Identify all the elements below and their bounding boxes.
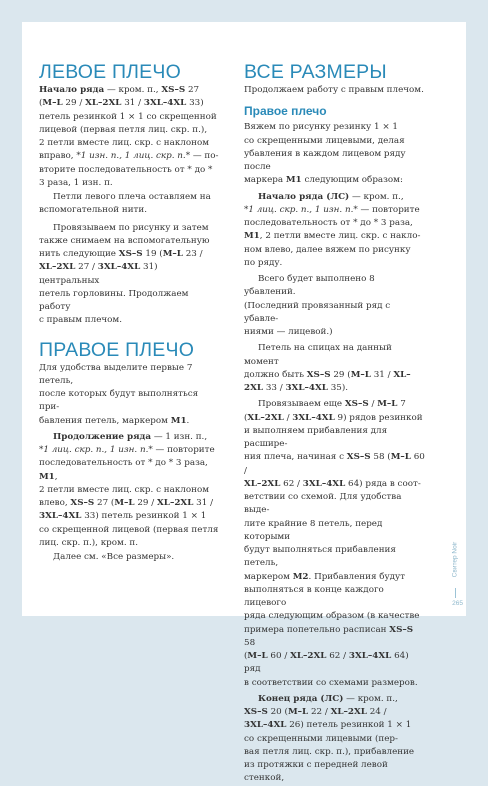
paragraph-row-end-rs [244,693,425,786]
text-line: M1, 2 петли вместе лиц. скр. с накло- [244,231,421,242]
paragraph-right-marker [39,362,220,428]
text-line: и выполняем прибавления для расшире- [244,425,388,449]
text-line: должно быть XS–S 29 (M–L 31 / XL– [244,369,411,380]
text-line: *1 лиц. скр. п., 1 изн. п.* — повторите [39,445,215,455]
text-line: вправо, *1 изн. п., 1 лиц. скр. п.* — по- [39,151,219,162]
text-line: Провязываем еще XS–S / M–L 7 [258,399,406,410]
paragraph-left-row-start [39,84,220,190]
text-line: со скрещенной лицевой (первая петля [39,524,219,535]
text-line: петель резинкой 1 × 1 со скрещенной [39,111,217,122]
paragraph-stitch-count [244,342,425,395]
text-line: ряда следующим образом (в качестве [244,611,420,622]
text-line: после которых будут выполняться при- [39,389,199,413]
text-line: Для удобства выделите первые 7 петель, [39,362,193,386]
heading-all-sizes: ВСЕ РАЗМЕРЫ [244,61,387,83]
text-line: *1 лиц. скр. п., 1 изн. п.* — повторите [244,204,420,215]
text-line: XL–2XL 62 / 3XL–4XL 64) ряда в соот- [244,478,421,489]
text-line: 3XL–4XL 26) петель резинкой 1 × 1 [244,720,412,731]
text-line: бавления петель, маркером M1. [39,415,190,426]
paragraph-left-center [39,222,220,328]
text-line: Вяжем по рисунку резинку 1 × 1 [244,122,399,133]
subheading-right-shoulder: Правое плечо [244,104,327,119]
text-line: последовательность от * до * 3 раза, M1, [39,458,208,482]
text-line: последовательность от * до * 3 раза, [244,218,413,228]
text-line: (M–L 60 / XL–2XL 62 / 3XL–4XL 64) ряд [244,651,409,675]
see-all-sizes-line: Далее см. «Все размеры». [53,552,175,562]
right-column [244,62,425,786]
text-line: нить следующие XS–S 19 (M–L 23 / [39,249,203,259]
page-number: 265 [452,600,463,607]
text-line: примера попетельно расписан XS–S 58 [244,624,414,648]
text-line: Начало ряда — кром. п., XS–S 27 [39,85,200,95]
paragraph-increases [244,398,425,690]
running-title-text: Свитер Noir [451,541,459,578]
text-line: в соответствии со схемами размеров. [244,677,418,688]
heading-right-shoulder: ПРАВОЕ ПЛЕЧО [39,338,195,361]
text-line: (M–L 29 / XL–2XL 31 / 3XL–4XL 33) [39,98,204,109]
text-line: 2 петли вместе лиц. скр. с наклоном [39,138,210,148]
text-line: со скрещенными лицевыми (пер- [244,733,398,744]
page-number-divider [455,588,456,598]
text-line: со скрещенными лицевыми, делая [244,135,405,146]
text-line: Петли левого плеча оставляем на [53,192,211,202]
text-line: ния плеча, начиная с XS–S 58 (M–L 60 / [244,452,425,476]
text-line: (Последний провязанный ряд с убавле- [244,300,391,324]
left-column [39,62,220,564]
text-line: петель горловины. Продолжаем работу [39,288,189,312]
text-line: Петель на спицах на данный момент [244,343,392,367]
text-line: ном влево, далее вяжем по рисунку [244,244,411,255]
heading-left-shoulder: ЛЕВОЕ ПЛЕЧО [39,61,181,83]
text-line: лицевой (первая петля лиц. скр. п.), [39,124,208,135]
text-line: (XL–2XL / 3XL–4XL 9) рядов резинкой [244,412,423,423]
text-line: лиц. скр. п.), кром. п. [39,537,139,548]
paragraph-row-continuation [39,431,220,550]
text-line: выполняться в конце каждого лицевого [244,584,384,608]
paragraph-left-hold [39,191,220,218]
text-line: вая петля лиц. скр. п.), прибавление [244,746,415,757]
text-line: Конец ряда (ЛС) — кром. п., [258,693,398,704]
text-line: влево, XS–S 27 (M–L 29 / XL–2XL 31 / [39,498,214,508]
text-line: лите крайние 8 петель, перед которыми [244,518,383,542]
running-title [450,532,460,592]
paragraph-ribbing [244,121,425,187]
text-line: по ряду. [244,257,283,268]
paragraph-decreases-total [244,273,425,339]
book-page [22,22,466,784]
text-line: также снимаем на вспомогательную [39,235,210,246]
text-line: маркера M1 следующим образом: [244,175,403,186]
text-line: ниями — лицевой.) [244,327,333,337]
text-line: с правым плечом. [39,315,123,326]
text-line: вспомогательной нити. [39,205,147,216]
text-line: из протяжки с передней левой стенкой, [244,760,388,784]
text-line: ветствии со схемой. Для удобства выде- [244,492,402,516]
text-line: Продолжение ряда — 1 изн. п., [53,431,208,442]
intro-line: Продолжаем работу с правым плечом. [244,85,424,95]
text-line: Начало ряда (ЛС) — кром. п., [258,191,404,202]
text-line: маркером M2. Прибавления будут [244,571,406,582]
text-line: вторите последовательность от * до * [39,164,213,175]
text-line: 3XL–4XL 33) петель резинкой 1 × 1 [39,511,207,522]
text-line: будут выполняться прибавления петель, [244,545,396,569]
text-line: убавления в каждом лицевом ряду после [244,148,406,172]
text-line: XL–2XL 27 / 3XL–4XL 31) центральных [39,262,158,286]
text-line: Всего будет выполнено 8 убавлений. [244,274,375,298]
text-line: 3 раза, 1 изн. п. [39,177,113,188]
text-line: XS–S 20 (M–L 22 / XL–2XL 24 / [244,707,387,717]
text-line: Провязываем по рисунку и затем [53,222,209,233]
text-line: 2 петли вместе лиц. скр. с наклоном [39,484,210,495]
paragraph-row-start-rs [244,191,425,271]
text-line: 2XL 33 / 3XL–4XL 35). [244,383,349,393]
